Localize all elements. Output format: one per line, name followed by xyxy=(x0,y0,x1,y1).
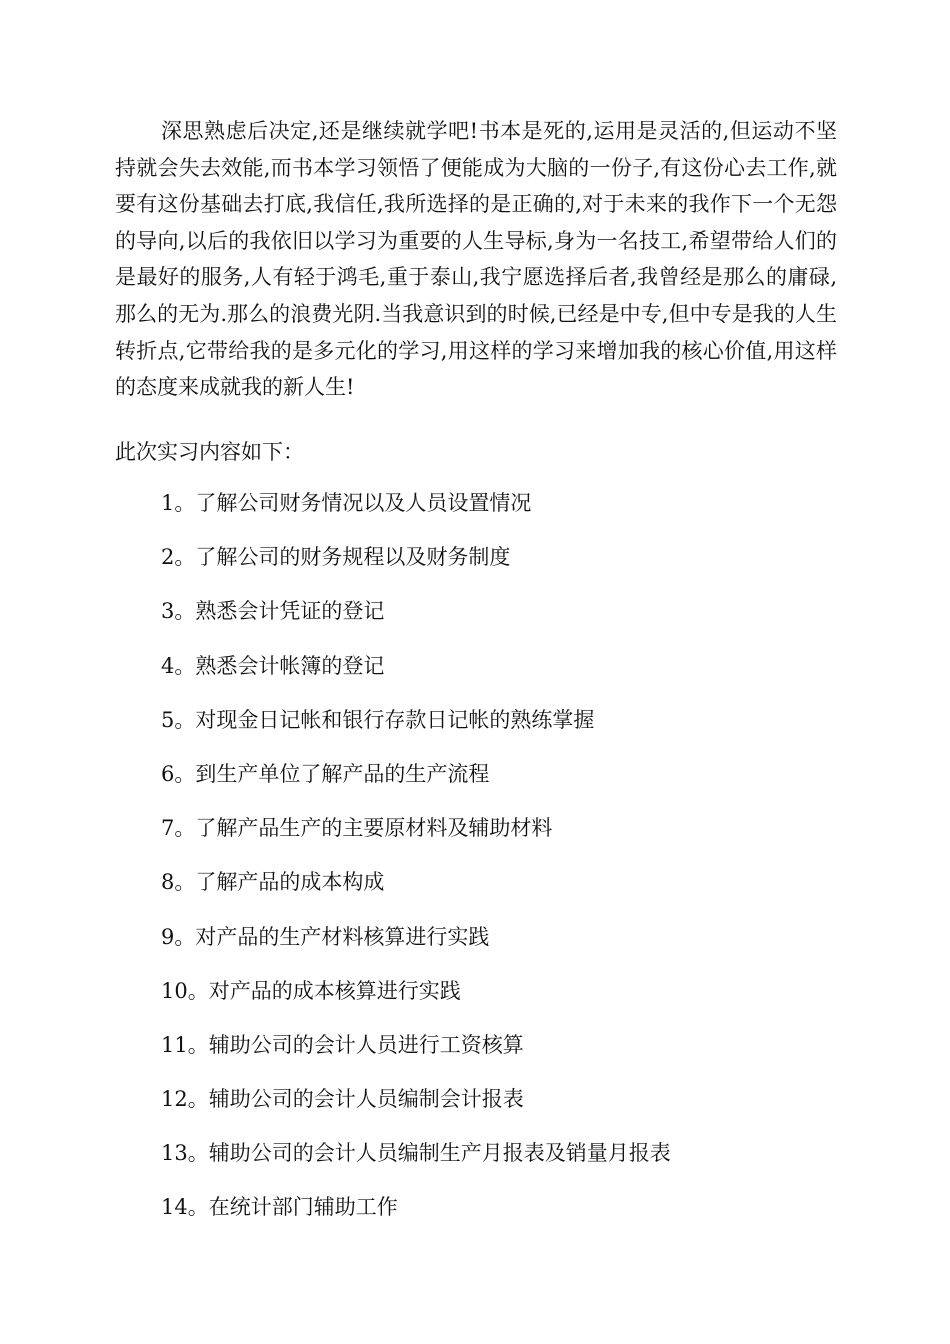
intro-paragraph: 深思熟虑后决定,还是继续就学吧!书本是死的,运用是灵活的,但运动不坚持就会失去效能,而书本学习领悟了便能成为大脑的一份子,有这份心去工作,就要有这份基础去打底,我信任,我所选择的是正确的,对于未来的我作下一个无怨的导向,以后的我依旧以学习为重要的人生导标,身为一名技工,希望带给人们的是最好的服务,人有轻于鸿毛,重于泰山,我宁愿选择后者,我曾经是那么的庸碌,那么的无为.那么的浪费光阴.当我意识到的时候,已经是中专,但中专是我的人生转折点,它带给我的是多元化的学习,用这样的学习来增加我的核心价值,用这样的态度来成就我的新人生! xyxy=(115,119,837,400)
list-heading: 此次实习内容如下： xyxy=(115,440,304,464)
list-item: 8。了解产品的成本构成 xyxy=(161,870,385,895)
list-item: 7。了解产品生产的主要原材料及辅助材料 xyxy=(161,816,553,841)
list-item: 13。辅助公司的会计人员编制生产月报表及销量月报表 xyxy=(161,1141,671,1166)
list-item: 4。熟悉会计帐簿的登记 xyxy=(161,653,385,678)
list-item: 10。对产品的成本核算进行实践 xyxy=(161,978,461,1003)
list-item: 2。了解公司的财务规程以及财务制度 xyxy=(161,545,511,570)
list-item: 12。辅助公司的会计人员编制会计报表 xyxy=(161,1087,524,1112)
list-item: 9。对产品的生产材料核算进行实践 xyxy=(161,924,490,949)
list-item: 14。在统计部门辅助工作 xyxy=(161,1195,398,1220)
list-item: 1。了解公司财务情况以及人员设置情况 xyxy=(161,491,532,515)
internship-content-list xyxy=(161,485,671,1244)
list-item: 3。熟悉会计凭证的登记 xyxy=(161,599,385,624)
list-item: 6。到生产单位了解产品的生产流程 xyxy=(161,761,490,786)
list-item: 5。对现金日记帐和银行存款日记帐的熟练掌握 xyxy=(161,707,595,732)
list-item: 11。辅助公司的会计人员进行工资核算 xyxy=(161,1032,524,1057)
